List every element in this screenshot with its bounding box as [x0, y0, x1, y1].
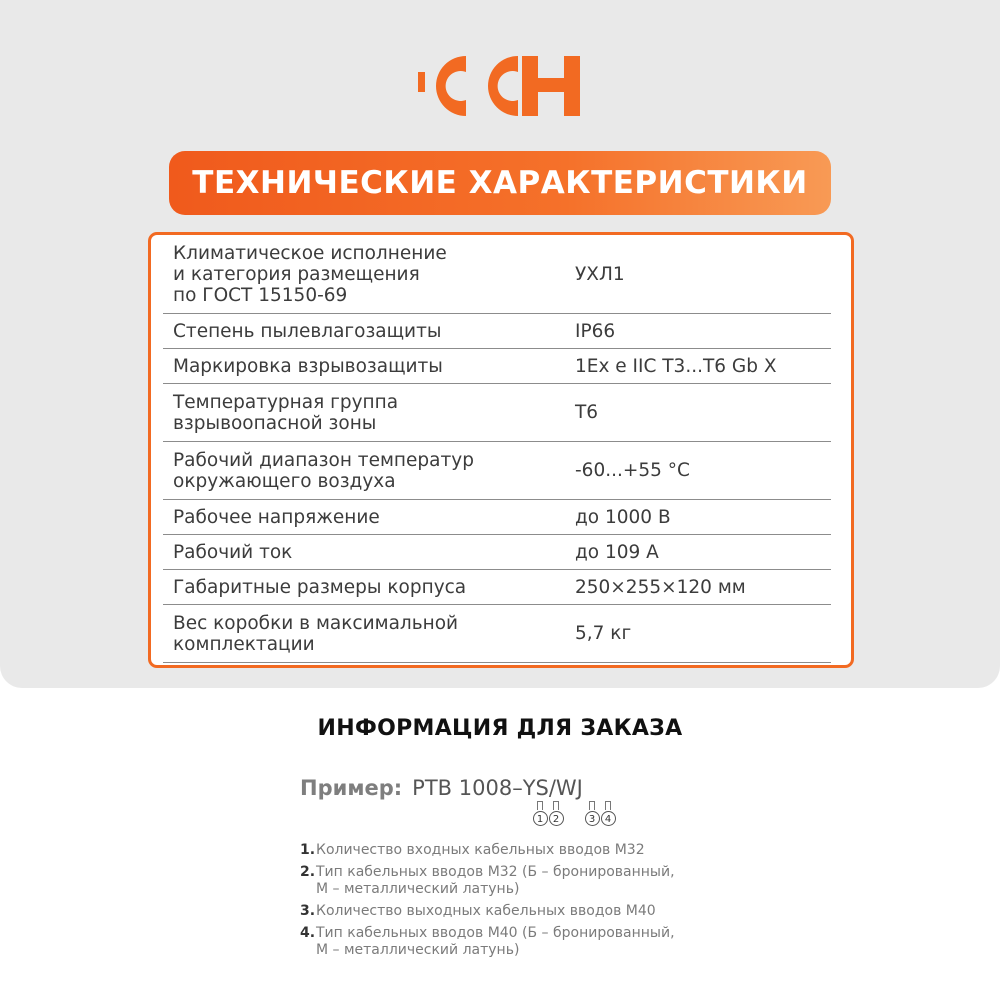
marker-tick [589, 801, 595, 810]
order-example [300, 776, 583, 800]
table-row [163, 570, 831, 605]
spec-name: Габаритные размеры корпуса [173, 576, 467, 598]
table-row [163, 349, 831, 384]
table-row [163, 314, 831, 349]
specs-table-frame [148, 232, 854, 668]
marker-number: 2 [549, 811, 564, 826]
specs-table [163, 235, 831, 663]
example-label: Пример: [300, 776, 403, 800]
spec-value: УХЛ1 [575, 263, 625, 285]
marker-2 [548, 801, 564, 826]
marker-number: 3 [585, 811, 600, 826]
marker-tick [537, 801, 543, 810]
spec-value: 1Ex e IIC T3...T6 Gb X [575, 355, 777, 377]
marker-number: 1 [533, 811, 548, 826]
spec-name: Рабочий диапазон температур окружающего воздуха [173, 449, 474, 492]
marker-tick [605, 801, 611, 810]
item-number: 2. [300, 864, 316, 880]
spec-value: 5,7 кг [575, 623, 632, 644]
list-item [300, 903, 720, 920]
marker-number: 4 [601, 811, 616, 826]
spec-name: Рабочий ток [173, 541, 293, 563]
example-code: PTB 1008–YS/WJ [412, 776, 583, 800]
list-item [300, 925, 720, 959]
code-markers [532, 801, 622, 833]
spec-value: -60...+55 °C [575, 460, 690, 481]
marker-tick [553, 801, 559, 810]
spec-value: до 1000 В [575, 506, 671, 528]
item-number: 1. [300, 842, 316, 858]
spec-value: T6 [575, 402, 599, 423]
list-item [300, 842, 720, 859]
specs-title: ТЕХНИЧЕСКИЕ ХАРАКТЕРИСТИКИ [192, 165, 808, 201]
item-number: 3. [300, 903, 316, 919]
item-number: 4. [300, 925, 316, 941]
spec-value: IP66 [575, 320, 616, 342]
item-text: Тип кабельных вводов М32 (Б – бронированный, М – металлический латунь) [316, 864, 675, 897]
order-title: ИНФОРМАЦИЯ ДЛЯ ЗАКАЗА [317, 716, 683, 741]
spec-name: Степень пылевлагозащиты [173, 320, 442, 342]
marker-3 [584, 801, 600, 826]
spec-name: Вес коробки в максимальной комплектации [173, 612, 459, 655]
table-row [163, 442, 831, 500]
spec-value: до 109 А [575, 541, 659, 563]
cci-logo [418, 48, 584, 124]
spec-name: Рабочее напряжение [173, 506, 380, 528]
spec-name: Климатическое исполнение и категория размещения по ГОСТ 15150-69 [173, 242, 447, 306]
spec-name: Маркировка взрывозащиты [173, 355, 443, 377]
table-row [163, 500, 831, 535]
table-row [163, 235, 831, 314]
specs-title-banner [169, 151, 831, 215]
spec-name: Температурная группа взрывоопасной зоны [173, 391, 399, 434]
marker-1 [532, 801, 548, 826]
item-text: Количество входных кабельных вводов М32 [316, 842, 645, 858]
list-item [300, 864, 720, 898]
item-text: Количество выходных кабельных вводов М40 [316, 903, 656, 919]
table-row [163, 535, 831, 570]
spec-value: 250×255×120 мм [575, 576, 746, 598]
marker-4 [600, 801, 616, 826]
order-legend [300, 842, 720, 964]
table-row [163, 605, 831, 663]
table-row [163, 384, 831, 442]
item-text: Тип кабельных вводов М40 (Б – бронированный, М – металлический латунь) [316, 925, 675, 958]
